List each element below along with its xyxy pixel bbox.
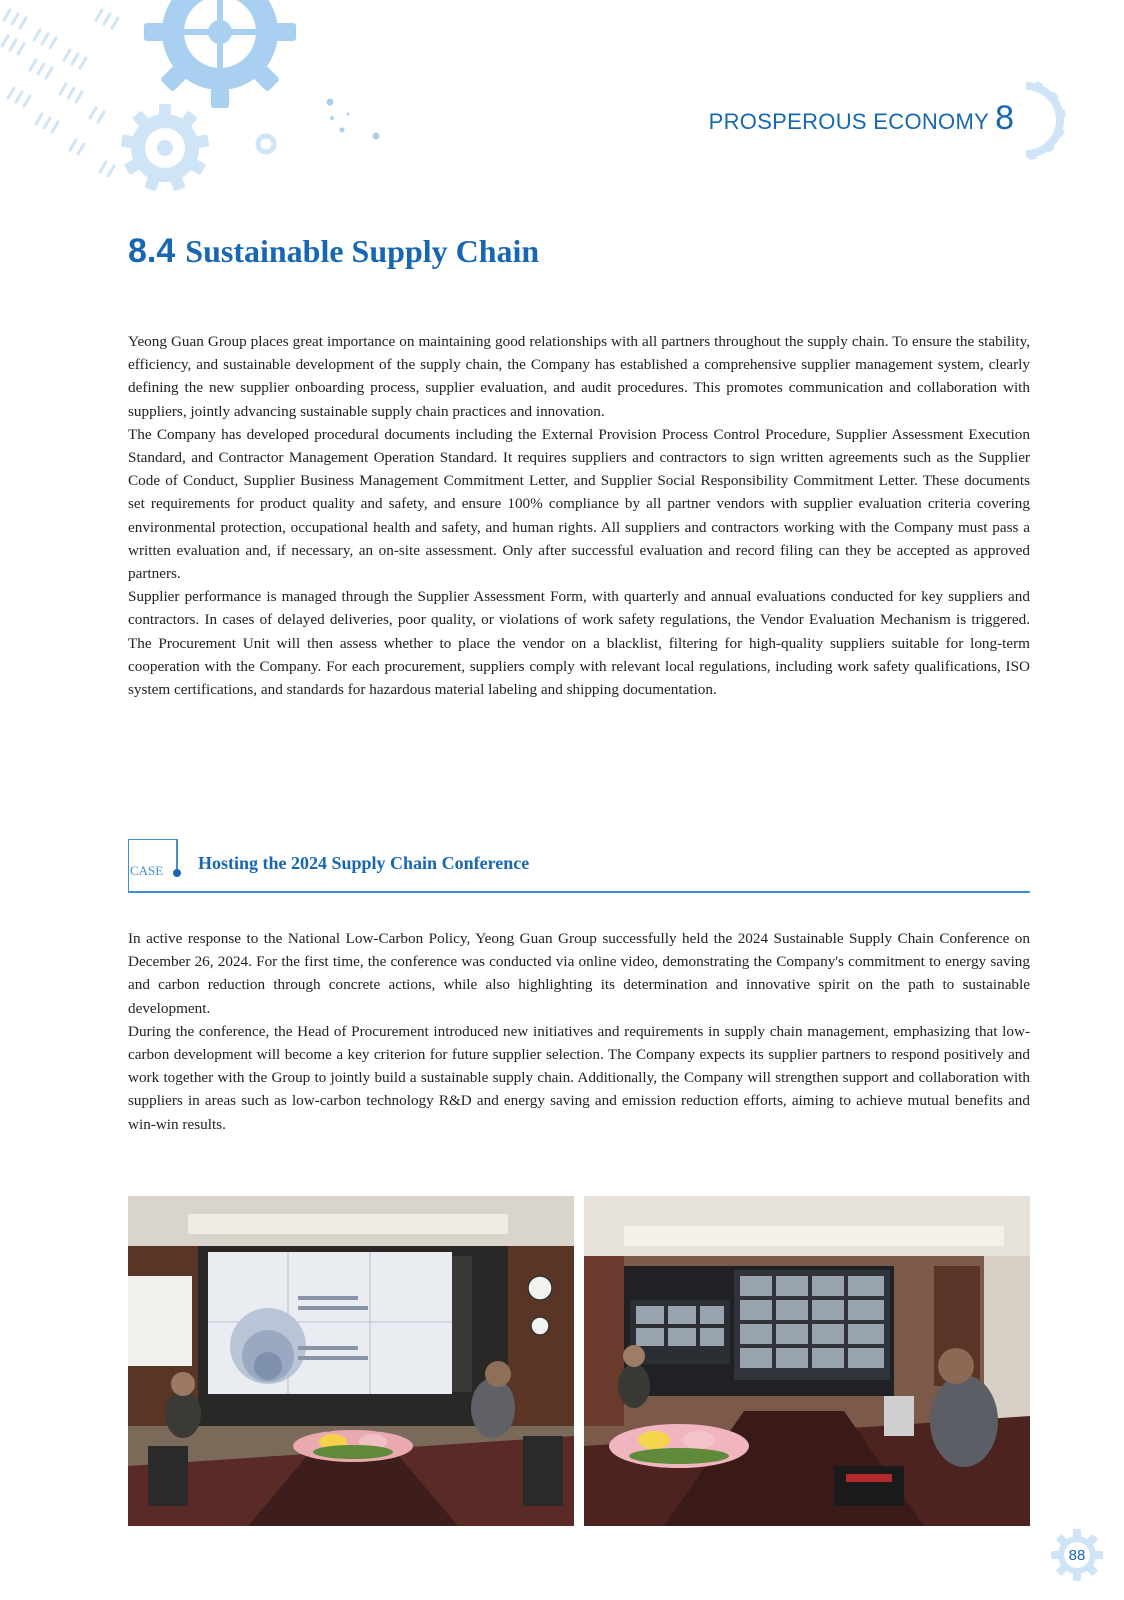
section-heading (128, 232, 539, 271)
decorative-gears-graphic (0, 0, 420, 200)
chapter-gear-icon (986, 80, 1066, 160)
case-header (128, 839, 1030, 893)
page-number: 88 (1068, 1546, 1086, 1564)
case-paragraph: In active response to the National Low-Carbon Policy, Yeong Guan Group successfully held the 2024 Sustainable Supply Chain Conference on December 26, 2024. For the first time, the conference was conducted via online video, demonstrating the Company's commitment to energy saving and carbon reduction through concrete actions, while also highlighting its determination and innovative spirit on the path to sustainable development. (128, 930, 1030, 1017)
conference-photo-left (128, 1196, 574, 1526)
chapter-number: 8 (995, 99, 1014, 137)
conference-photo-right (584, 1196, 1030, 1526)
section-number: 8.4 (128, 232, 176, 270)
chapter-title: PROSPEROUS ECONOMY (708, 108, 990, 134)
intro-paragraph: The Company has developed procedural documents including the External Provision Process Control Procedure, Supplier Assessment Execution Standard, and Contractor Management Operation Standard. It requires suppliers and contractors to sign written agreements such as the Supplier Code of Conduct, Supplier Business Management Commitment Letter, and Supplier Social Responsibility Commitment Letter. These documents set requirements for product quality and safety, and ensure 100% compliance by all partner vendors with supplier evaluation criteria covering environmental protection, occupational health and safety, and human rights. All suppliers and contractors working with the Company must pass a written evaluation and, if necessary, an on-site assessment. Only after successful evaluation and record filing can they be accepted as approved partners. (128, 425, 1030, 583)
page-number-badge (1050, 1528, 1104, 1582)
case-label: CASE (130, 863, 164, 878)
case-title: Hosting the 2024 Supply Chain Conference (198, 853, 530, 873)
intro-body (128, 330, 1030, 701)
case-divider (128, 891, 1030, 893)
section-title: Sustainable Supply Chain (185, 233, 540, 269)
intro-paragraph: Yeong Guan Group places great importance on maintaining good relationships with all partners throughout the supply chain. To ensure the stability, efficiency, and sustainable development of the supply chain, the Company has established a comprehensive supplier management system, clearly defining the new supplier onboarding process, supplier evaluation, and audit procedures. This promotes communication and collaboration with suppliers, jointly advancing sustainable supply chain practices and innovation. (128, 333, 1030, 420)
case-dot-icon (173, 869, 181, 877)
chapter-header (708, 99, 1014, 137)
case-body (128, 927, 1030, 1136)
intro-paragraph: Supplier performance is managed through the Supplier Assessment Form, with quarterly and annual evaluations conducted for key suppliers and contractors. In cases of delayed deliveries, poor quality, or violations of work safety regulations, the Vendor Evaluation Mechanism is triggered. The Procurement Unit will then assess whether to place the vendor on a blacklist, filtering for high-quality suppliers suitable for long-term cooperation with the Company. For each procurement, suppliers comply with relevant local regulations, including work safety qualifications, ISO system certifications, and standards for hazardous material labeling and shipping documentation. (128, 588, 1030, 699)
case-paragraph: During the conference, the Head of Procurement introduced new initiatives and requirements in supply chain management, emphasizing that low-carbon development will become a key criterion for future supplier selection. The Company expects its supplier partners to respond positively and work together with the Group to jointly build a sustainable supply chain. Additionally, the Company will strengthen support and collaboration with suppliers in areas such as low-carbon technology R&D and energy saving and emission reduction efforts, aiming to achieve mutual benefits and win-win results. (128, 1022, 1030, 1133)
